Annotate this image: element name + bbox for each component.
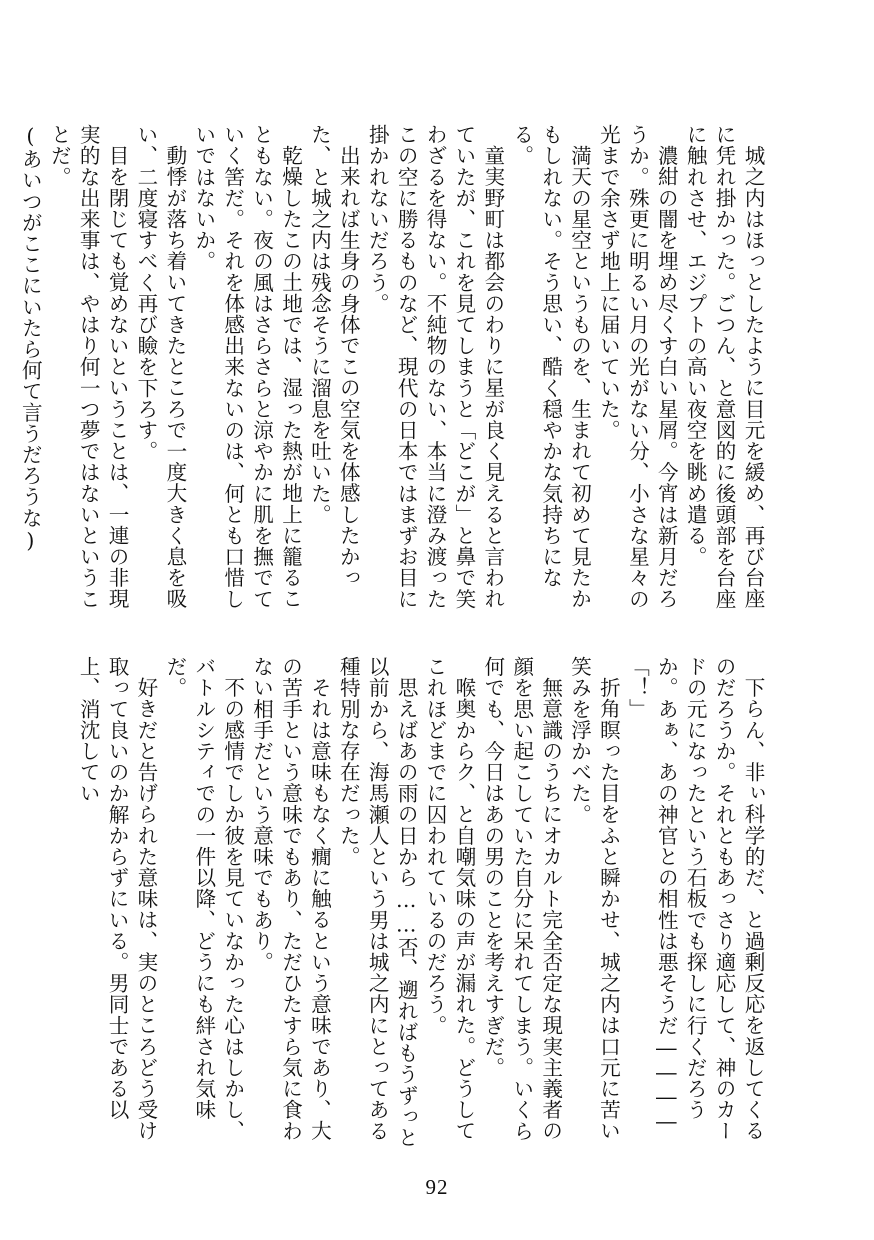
paragraph: 「！」	[625, 656, 650, 720]
paragraph: 下らん、非ぃ科学的だ、と過剰反応を返してくるのだろうか。それともあっさり適応して、神のカードの元になったという石板でも探しに行くだろうか。あぁ、あの神官との相性は悪そうだ――――	[654, 656, 765, 1142]
text-block-bottom	[76, 656, 767, 1152]
page-number: 92	[425, 1175, 449, 1199]
paragraph: 思えばあの雨の日から……否、遡ればもうずっと以前から、海馬瀬人という男は城之内にとってある種特別な存在だった。	[336, 656, 419, 1148]
paragraph: 童実野町は都会のわりに星が良く見えると言われていたが、これを見てしまうと「どこが」と鼻で笑わざるを得ない。不純物のない、本当に澄み渡ったこの空に勝るものなど、現代の日本ではまずお目に掛かれないだろう。	[365, 124, 505, 610]
paragraph: 乾燥したこの土地では、湿った熱が地上に籠ることもない。夜の風はさらさらと涼やかに肌を撫でていく筈だ。それを体感出来ないのは、何とも口惜しいではないか。	[191, 124, 303, 610]
paragraph: 城之内はほっとしたように目元を緩め、再び台座に凭れ掛かった。ごつん、と意図的に後頭部を台座に触れさせ、エジプトの高い夜空を眺め遣る。	[683, 124, 765, 610]
paragraph: 無意識のうちにオカルト完全否定な現実主義者の顔を思い起こしていた自分に呆れてしまう。いくら何でも、今日はあの男のことを考えすぎだ。	[480, 656, 563, 1142]
paragraph: 好きだと告げられた意味は、実のところどう受け取って良いのか解からずにいる。男同士である以上、消沈してい	[76, 656, 158, 1141]
paragraph: 目を閉じても覚めないということは、一連の非現実的な出来事は、やはり何一つ夢ではないということだ。	[47, 124, 130, 610]
paragraph: 出来れば生身の身体でこの空気を体感したかった、と城之内は残念そうに溜息を吐いた。	[307, 124, 361, 588]
paragraph: 喉奥からク、と自嘲気味の声が漏れた。どうしてこれほどまでに囚われているのだろう。	[423, 656, 476, 1141]
paragraph: 満天の星空というものを、生まれて初めて見たかもしれない。そう思い、酷く穏やかな気持ちになる。	[509, 124, 592, 609]
paragraph: 動悸が落ち着いてきたところで一度大きく息を吸い、二度寝すべく再び瞼を下ろす。	[133, 124, 187, 609]
paragraph: (あいつがここにいたら何て言うだろうな)	[18, 124, 43, 553]
paragraph: それは意味もなく癇に触るという意味であり、大の苦手という意味でもあり、ただひたすら気に食わない相手だという意味でもあり。	[249, 656, 332, 1142]
paragraph: 不の感情でしか彼を見ていなかった心はしかし、バトルシティでの一件以降、どうにも絆され気味だ。	[162, 656, 245, 1141]
paragraph: 濃紺の闇を埋め尽くす白い星屑。今宵は新月だろうか。殊更に明るい月の光がない分、小さな星々の光まで余さず地上に届いていた。	[596, 124, 679, 610]
text-block-top	[18, 124, 767, 620]
paragraph: 折角瞑った目をふと瞬かせ、城之内は口元に苦い笑みを浮かべた。	[567, 656, 621, 1141]
